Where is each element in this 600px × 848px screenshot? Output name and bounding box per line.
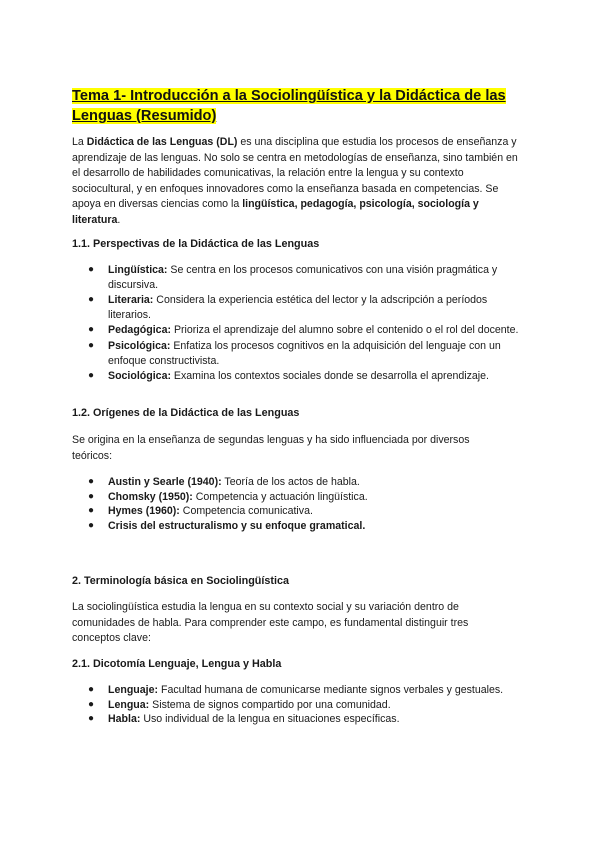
item-text: Examina los contextos sociales donde se desarrolla el aprendizaje. [170, 370, 489, 383]
item-text: Competencia comunicativa. [179, 505, 313, 518]
heading-2: 2. Terminología básica en Sociolingüística [72, 575, 289, 587]
item-label: Austin y Searle (1940): [108, 476, 222, 488]
bullet-icon: ● [88, 519, 95, 531]
item-text: Prioriza el aprendizaje del alumno sobre el contenido o el rol del docente. [171, 324, 519, 337]
bullet-icon: ● [88, 264, 95, 275]
bullet-icon: ● [88, 490, 95, 502]
list-item [72, 293, 528, 322]
item-text: Facultad humana de comunicarse mediante signos verbales y gestuales. [158, 684, 504, 696]
bullet-icon: ● [88, 476, 95, 487]
intro-bold-term: Didáctica de las Lenguas (DL) [86, 136, 238, 148]
list-item [72, 339, 528, 368]
list-item [72, 712, 528, 727]
bullet-icon: ● [88, 324, 95, 336]
item-text: Se centra en los procesos comunicativos con una visión pragmática y discursiva. [108, 264, 498, 291]
intro-text-middle: es una disciplina que estudia los procesos de enseñanza y aprendizaje de las lenguas. No solo se centra en metodologías de enseñanza, sino también en el desarrollo de habilidades comunicativas, la relación entre la lengua y su contexto sociocultural, y en enfoques innovadores como la enseñanza basada en competencias. Se apoya en diversas ciencias como la [72, 136, 518, 211]
sociolinguistics-paragraph: La sociolingüística estudia la lengua en su contexto social y su variación dentro de comunidades de habla. Para comprender este campo, es fundamental distinguir tres conceptos clave: [72, 601, 469, 645]
item-label: Hymes (1960): [108, 505, 180, 518]
document-title [72, 86, 532, 126]
item-label: Crisis del estructuralismo y su enfoque gramatical. [108, 519, 366, 532]
list-item [72, 475, 528, 490]
bullet-icon: ● [88, 339, 95, 351]
item-label: Pedagógica: [108, 324, 171, 337]
title-highlight: Tema 1- Introducción a la Sociolingüística y la Didáctica de las Lenguas (Resumido) [72, 88, 506, 124]
intro-text-start: La [72, 136, 87, 148]
list-item [72, 369, 528, 384]
item-label: Lengua: [108, 698, 150, 711]
item-label: Sociológica: [108, 370, 171, 383]
item-text: Sistema de signos compartido por una comunidad. [149, 698, 391, 711]
list-perspectives [72, 263, 528, 384]
item-text: Enfatiza los procesos cognitivos en la adquisición del lenguaje con un enfoque constructivista. [108, 339, 501, 367]
heading-1-1: 1.1. Perspectivas de la Didáctica de las Lenguas [72, 238, 320, 250]
list-item [72, 490, 528, 505]
item-label: Literaria: [108, 294, 154, 307]
heading-1-2: 1.2. Orígenes de la Didáctica de las Lenguas [72, 407, 300, 419]
bullet-icon: ● [88, 698, 95, 710]
item-text: Uso individual de la lengua en situaciones específicas. [140, 713, 400, 726]
list-dichotomy [72, 683, 568, 727]
item-label: Chomsky (1950): [108, 490, 193, 503]
bullet-icon: ● [88, 505, 95, 517]
list-item [72, 519, 528, 534]
origins-paragraph: Se origina en la enseñanza de segundas lenguas y ha sido influenciada por diversos teóricos: [72, 434, 470, 462]
bullet-icon: ● [88, 713, 95, 725]
item-text: Considera la experiencia estética del lector y la adscripción a períodos literarios. [108, 294, 488, 321]
intro-bold-sciences: lingüística, pedagogía, psicología, sociología y literatura [72, 198, 479, 226]
bullet-icon: ● [88, 370, 95, 382]
list-item [72, 698, 528, 713]
list-item [72, 504, 528, 519]
heading-2-1: 2.1. Dicotomía Lenguaje, Lengua y Habla [72, 658, 282, 670]
intro-text-end: . [117, 213, 121, 226]
list-item [72, 263, 528, 292]
list-item [72, 683, 568, 698]
item-label: Habla: [108, 713, 141, 726]
item-label: Lenguaje: [108, 684, 159, 696]
bullet-icon: ● [88, 294, 95, 306]
item-label: Lingüística: [108, 264, 168, 276]
intro-paragraph [72, 135, 527, 229]
item-text: Competencia y actuación lingüística. [192, 490, 368, 503]
item-text: Teoría de los actos de habla. [221, 476, 360, 488]
list-item [72, 323, 528, 338]
bullet-icon: ● [88, 684, 95, 695]
item-label: Psicológica: [108, 339, 171, 352]
list-origins [72, 475, 528, 533]
